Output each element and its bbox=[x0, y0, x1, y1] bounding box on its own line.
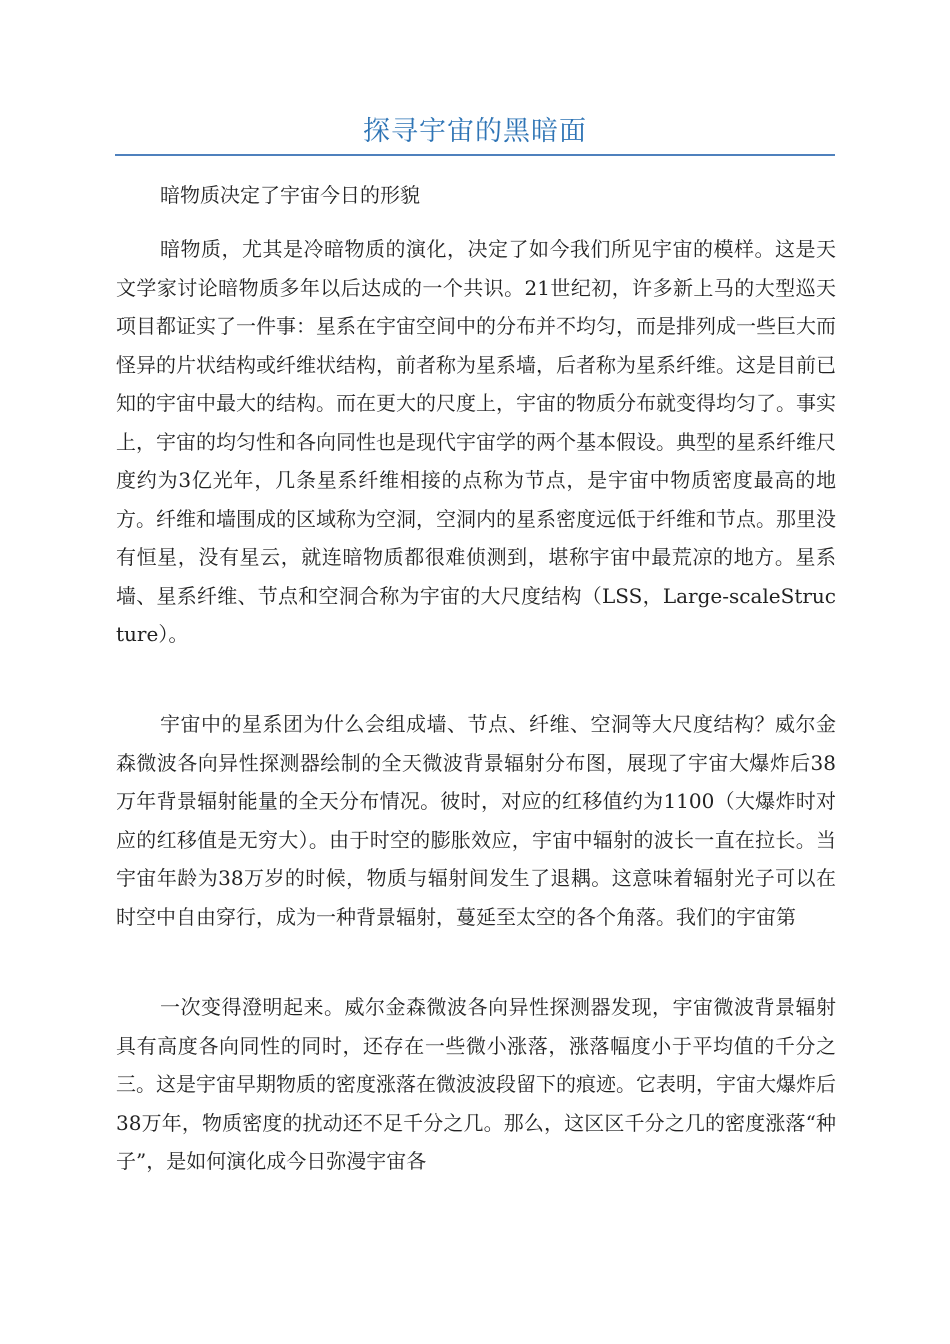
paragraph-1: 暗物质，尤其是冷暗物质的演化，决定了如今我们所见宇宙的模样。这是天文学家讨论暗物质多年以后达成的一个共识。21世纪初，许多新上马的大型巡天项目都证实了一件事：星系在宇宙空间中的分布并不均匀，而是排列成一些巨大而怪异的片状结构或纤维状结构，前者称为星系墙，后者称为星系纤维。这是目前已知的宇宙中最大的结构。而在更大的尺度上，宇宙的物质分布就变得均匀了。事实上，宇宙的均匀性和各向同性也是现代宇宙学的两个基本假设。典型的星系纤维尺度约为3亿光年，几条星系纤维相接的点称为节点，是宇宙中物质密度最高的地方。纤维和墙围成的区域称为空洞，空洞内的星系密度远低于纤维和节点。那里没有恒星，没有星云，就连暗物质都很难侦测到，堪称宇宙中最荒凉的地方。星系墙、星系纤维、节点和空洞合称为宇宙的大尺度结构（LSS，Large-scaleStructure）。 bbox=[116, 237, 836, 646]
title-underline bbox=[115, 154, 835, 156]
section-subtitle: 暗物质决定了宇宙今日的形貌 bbox=[160, 183, 420, 207]
paragraph-3: 一次变得澄明起来。威尔金森微波各向异性探测器发现，宇宙微波背景辐射具有高度各向同性的同时，还存在一些微小涨落，涨落幅度小于平均值的千分之三。这是宇宙早期物质的密度涨落在微波波段留下的痕迹。它表明，宇宙大爆炸后38万年，物质密度的扰动还不足千分之几。那么，这区区千分之几的密度涨落“种子”，是如何演化成今日弥漫宇宙各 bbox=[116, 995, 836, 1173]
document-title: 探寻宇宙的黑暗面 bbox=[363, 116, 587, 147]
paragraph-2: 宇宙中的星系团为什么会组成墙、节点、纤维、空洞等大尺度结构？威尔金森微波各向异性探测器绘制的全天微波背景辐射分布图，展现了宇宙大爆炸后38万年背景辐射能量的全天分布情况。彼时，对应的红移值约为1100（大爆炸时对应的红移值是无穷大）。由于时空的膨胀效应，宇宙中辐射的波长一直在拉长。当宇宙年龄为38万岁的时候，物质与辐射间发生了退耦。这意味着辐射光子可以在时空中自由穿行，成为一种背景辐射，蔓延至太空的各个角落。我们的宇宙第 bbox=[116, 712, 836, 929]
